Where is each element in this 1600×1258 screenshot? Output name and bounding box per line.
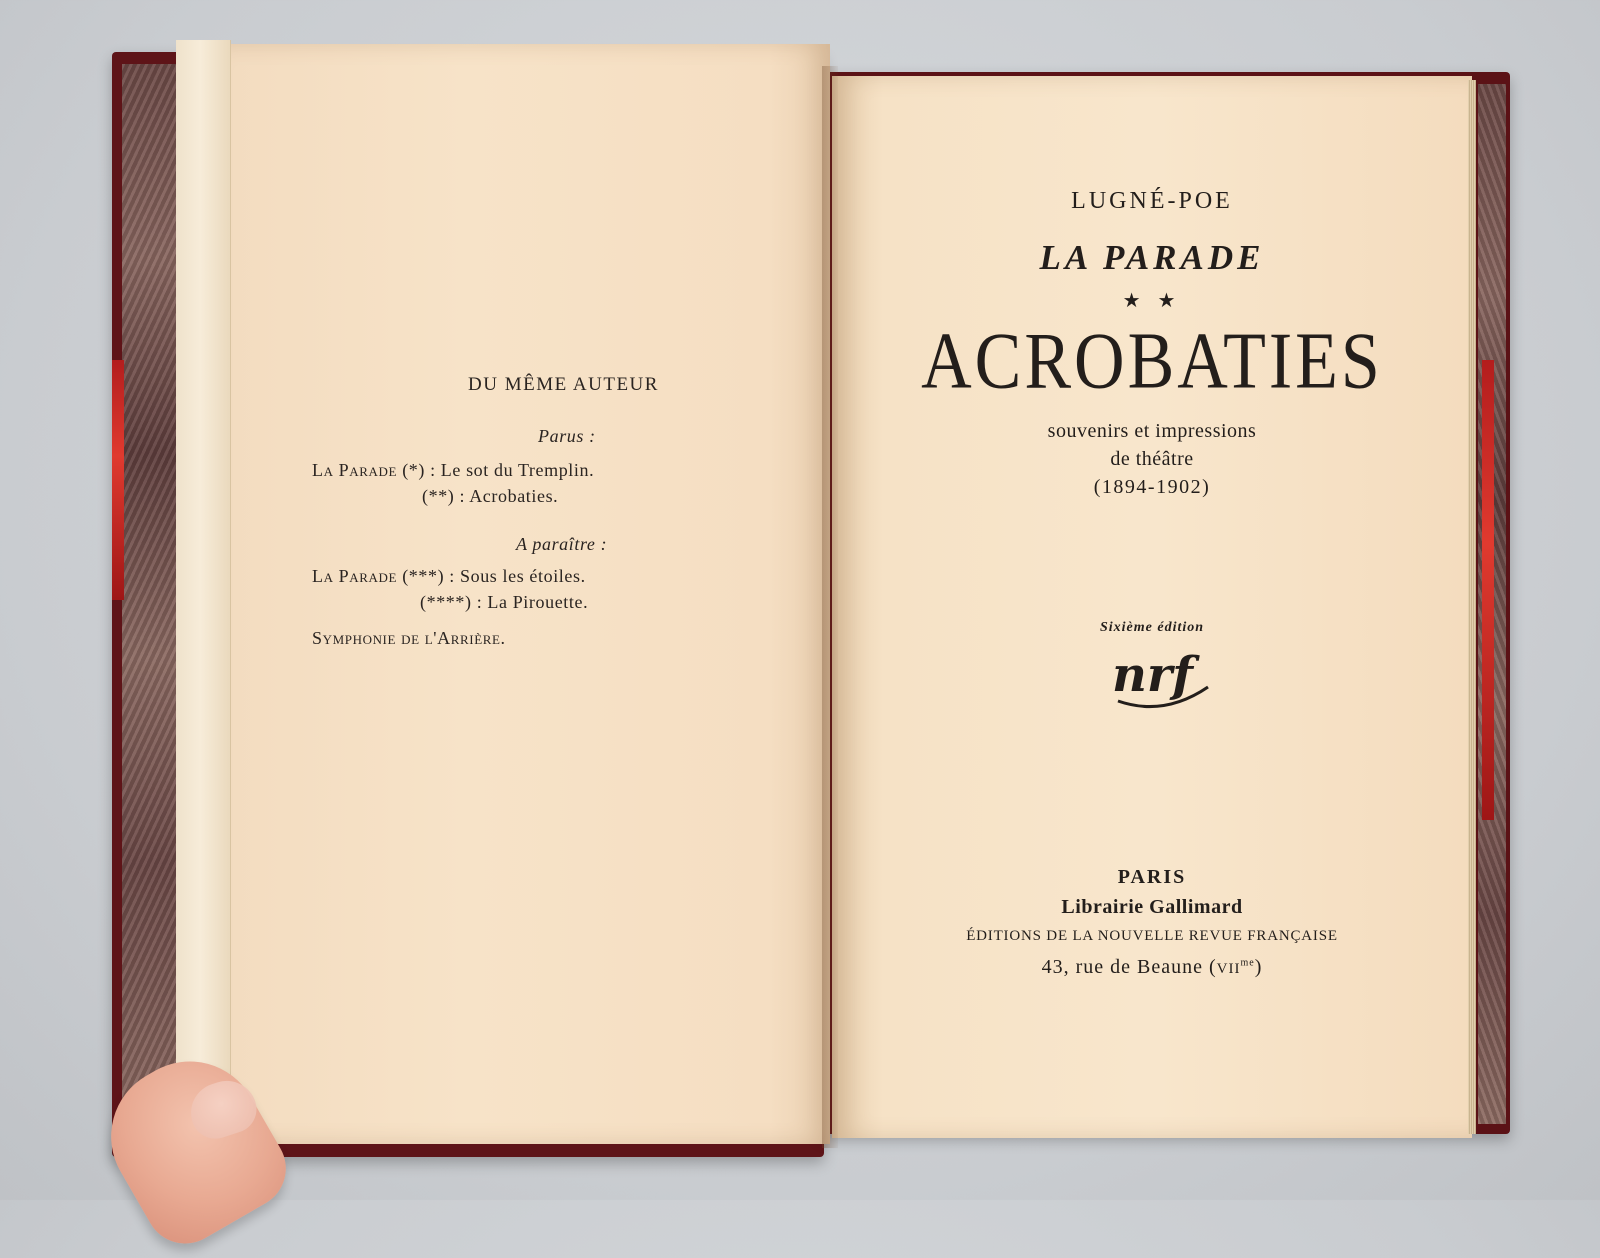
arrondissement-suffix: me (1240, 957, 1255, 969)
series-title: LA PARADE (1039, 238, 1265, 277)
subtitle-line-2: de théâtre (1110, 448, 1194, 470)
publisher-name: Librairie Gallimard (1061, 896, 1243, 918)
arrondissement: VII (1216, 961, 1241, 977)
svg-text:nrf: nrf (1112, 647, 1193, 703)
published-label: Parus : (538, 426, 596, 446)
volume-marker: (*) (402, 460, 425, 480)
publisher-address: 43, rue de Beaune $(VII^{me})$ (1041, 956, 1263, 978)
flyleaf (176, 40, 231, 1144)
nrf-logo-mark (1104, 645, 1228, 715)
other-work: Symphonie de l'Arrière. (312, 628, 506, 648)
book-title: : Sous les étoiles. (449, 566, 586, 586)
red-ribbon-right (1482, 360, 1494, 820)
subtitle-line-1: souvenirs et impressions (1047, 420, 1257, 442)
series-name: La Parade (312, 566, 398, 586)
book-title: : Acrobaties. (459, 486, 559, 506)
book-title: : Le sot du Tremplin. (430, 460, 595, 480)
published-entry-2 (422, 486, 558, 507)
red-ribbon-left (112, 360, 124, 600)
publisher-imprint: ÉDITIONS DE LA NOUVELLE REVUE FRANÇAISE (966, 928, 1338, 944)
volume-marker: (****) (420, 592, 472, 612)
forthcoming-entry-1 (312, 566, 586, 587)
author-name: LUGNÉ-POE (1071, 188, 1233, 214)
edition-note: Sixième édition (1099, 620, 1205, 635)
nrf-logo (1104, 645, 1228, 715)
series-name: La Parade (312, 460, 398, 480)
years: (1894-1902) (1093, 476, 1211, 498)
book-title: : La Pirouette. (476, 592, 589, 612)
left-marbled-endpaper (122, 64, 180, 1144)
volume-marks: ★ ★ (1122, 290, 1182, 312)
publisher-city: PARIS (1117, 866, 1187, 888)
by-same-author-heading: DU MÊME AUTEUR (468, 374, 659, 395)
book-gutter (822, 66, 838, 1148)
street-address: 43, rue de Beaune (1041, 956, 1203, 978)
page-edges (1468, 80, 1476, 1134)
forthcoming-entry-2 (420, 592, 588, 613)
forthcoming-label: A paraître : (516, 534, 608, 554)
volume-marker: (**) (422, 486, 455, 506)
published-entry-1 (312, 460, 594, 481)
volume-marker: (***) (402, 566, 445, 586)
book-title: ACROBATIES (921, 317, 1383, 406)
